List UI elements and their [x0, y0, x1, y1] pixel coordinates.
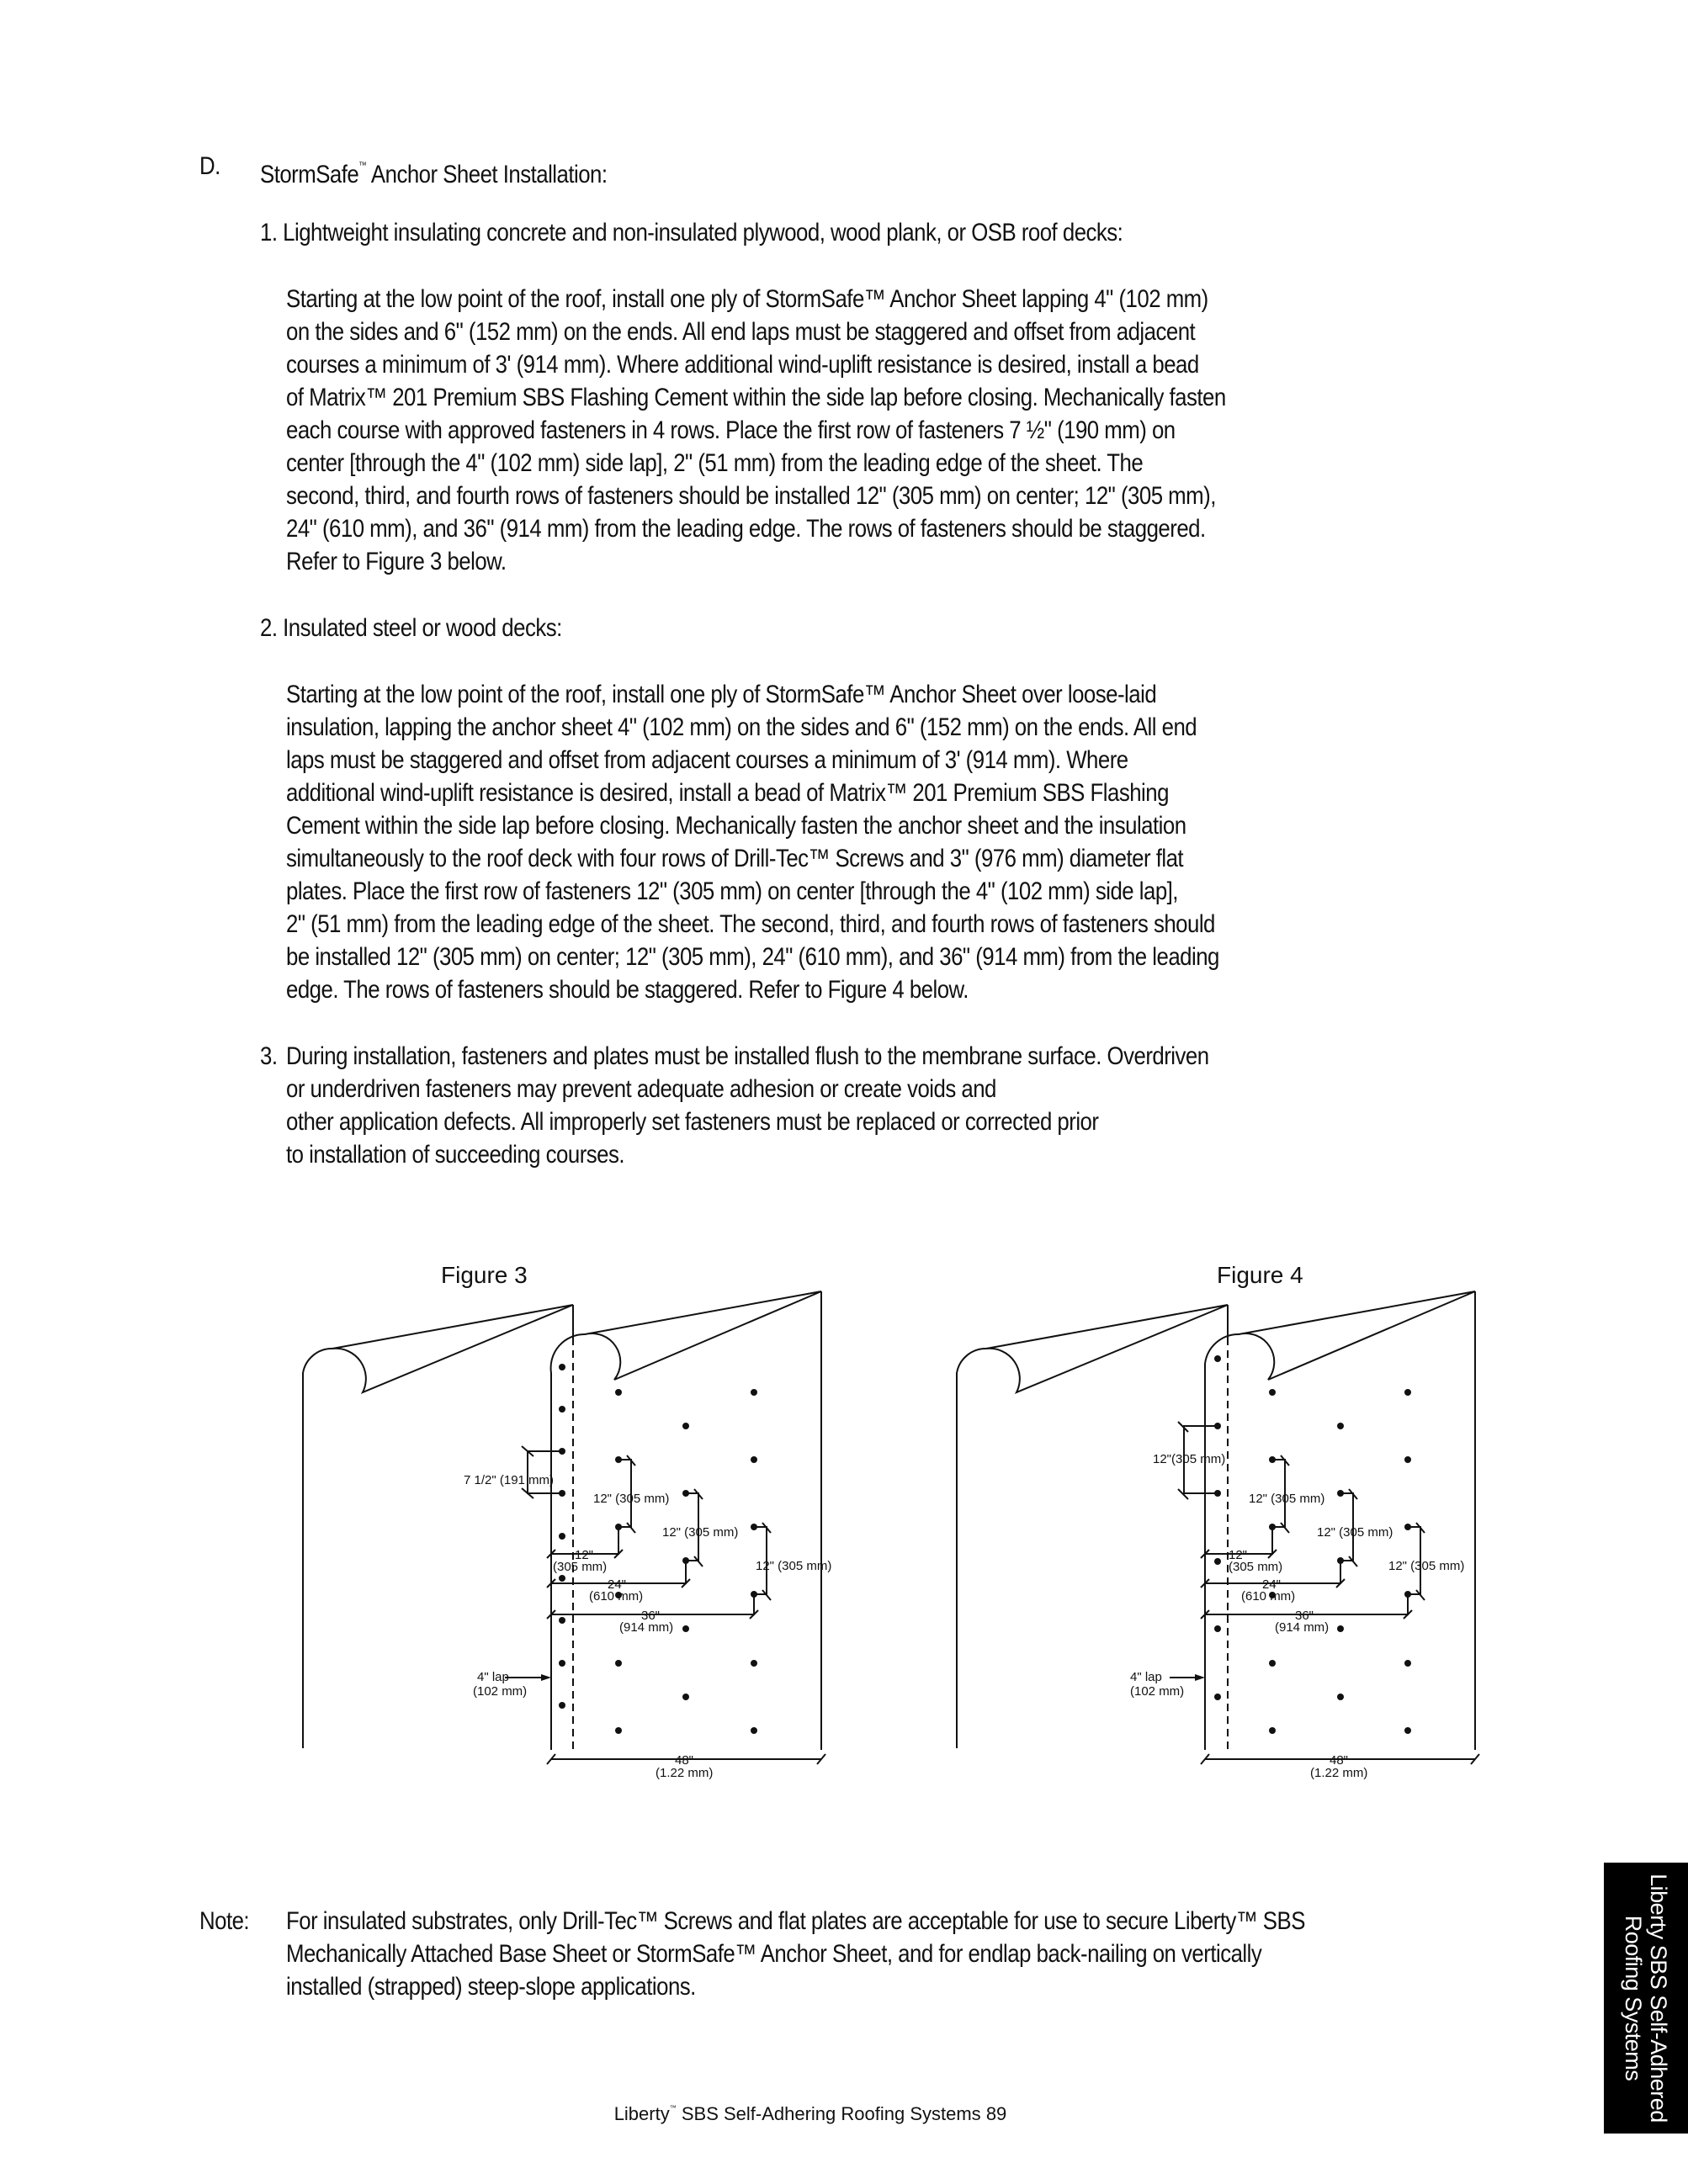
- row-spacing-label: 12" (305 mm): [1317, 1525, 1393, 1540]
- item-heading-text: Insulated steel or wood decks:: [283, 614, 562, 642]
- side-tab-line: Liberty SBS Self-Adhered: [1646, 1874, 1671, 2123]
- offset-label-in: 12": [1229, 1548, 1248, 1562]
- paragraph-line: Refer to Figure 3 below.: [286, 548, 507, 575]
- paragraph-line: During installation, fasteners and plates must be installed flush to the membrane surface. Overdriven: [286, 1042, 1209, 1070]
- paragraph-line: edge. The rows of fasteners should be staggered. Refer to Figure 4 below.: [286, 976, 969, 1004]
- footer-brand: Liberty: [613, 2103, 670, 2124]
- lap-label: 4" lap: [477, 1670, 509, 1684]
- paragraph-line: center [through the 4" (102 mm) side lap], 2" (51 mm) from the leading edge of the sheet. The: [286, 449, 1144, 477]
- side-tab: [1604, 1863, 1688, 2134]
- page-number: 89: [985, 2103, 1007, 2124]
- paragraph-line: Cement within the side lap before closing. Mechanically fasten the anchor sheet and the insulation: [286, 812, 1186, 840]
- lap-label-mm: (102 mm): [1130, 1684, 1185, 1699]
- paragraph-line: to installation of succeeding courses.: [286, 1141, 625, 1169]
- row-spacing-label: 12" (305 mm): [1388, 1559, 1465, 1573]
- row-spacing-label: 12" (305 mm): [1249, 1492, 1325, 1506]
- note-label: Note:: [199, 1907, 250, 1935]
- width-label-mm: (1.22 mm): [656, 1766, 714, 1780]
- item-heading-text: Lightweight insulating concrete and non-insulated plywood, wood plank, or OSB roof decks:: [283, 219, 1123, 246]
- offset-label-in: 24": [608, 1577, 627, 1592]
- item-number: 1.: [260, 219, 278, 246]
- note-line: Mechanically Attached Base Sheet or StormSafe™ Anchor Sheet, and for endlap back-nailing on vertically: [286, 1940, 1262, 1968]
- side-tab-text: [1621, 1863, 1671, 2134]
- offset-label-in: 36": [1295, 1609, 1314, 1623]
- paragraph-line: other application defects. All improperly set fasteners must be replaced or corrected prior: [286, 1108, 1099, 1136]
- paragraph-line: simultaneously to the roof deck with four rows of Drill-Tec™ Screws and 3" (976 mm) diameter flat: [286, 845, 1184, 872]
- footer-title: SBS Self-Adhering Roofing Systems: [676, 2103, 981, 2124]
- offset-label-mm: (914 mm): [1275, 1620, 1330, 1635]
- offset-label-mm: (610 mm): [589, 1589, 644, 1604]
- width-label: 48": [1330, 1753, 1349, 1768]
- paragraph-line: 24" (610 mm), and 36" (914 mm) from the leading edge. The rows of fasteners should be staggered.: [286, 515, 1206, 543]
- figure-title: Figure 3: [441, 1262, 528, 1288]
- paragraph-line: plates. Place the first row of fasteners 12" (305 mm) on center [through the 4" (102 mm) side lap],: [286, 877, 1178, 905]
- note-line: installed (strapped) steep-slope applications.: [286, 1973, 696, 2001]
- paragraph-line: Starting at the low point of the roof, install one ply of StormSafe™ Anchor Sheet over loose-laid: [286, 681, 1157, 708]
- offset-label-mm: (305 mm): [553, 1560, 608, 1574]
- width-label-mm: (1.22 mm): [1310, 1766, 1368, 1780]
- page-footer: [0, 2103, 1621, 2125]
- paragraph-line: additional wind-uplift resistance is desired, install a bead of Matrix™ 201 Premium SBS Flashing: [286, 779, 1169, 807]
- note-line: For insulated substrates, only Drill-Tec™ Screws and flat plates are acceptable for use to secure Liberty™ SBS: [286, 1907, 1305, 1935]
- paragraph-line: 2" (51 mm) from the leading edge of the sheet. The second, third, and fourth rows of fasteners should: [286, 910, 1215, 938]
- paragraph-line: each course with approved fasteners in 4 rows. Place the first row of fasteners 7 ½" (190 mm) on: [286, 416, 1176, 444]
- width-label: 48": [675, 1753, 694, 1768]
- first-row-label: 12"(305 mm): [1153, 1452, 1226, 1466]
- offset-label-mm: (914 mm): [619, 1620, 674, 1635]
- first-row-label: 7 1/2" (191 mm): [464, 1473, 555, 1487]
- lap-label-mm: (102 mm): [473, 1684, 528, 1699]
- item-number: 2.: [260, 614, 278, 642]
- paragraph-line: of Matrix™ 201 Premium SBS Flashing Cement within the side lap before closing. Mechanically fasten: [286, 384, 1226, 411]
- row-spacing-label: 12" (305 mm): [756, 1559, 832, 1573]
- section-title-brand: StormSafe: [260, 161, 359, 188]
- paragraph-line: insulation, lapping the anchor sheet 4" (102 mm) on the sides and 6" (152 mm) on the ends. All end: [286, 713, 1197, 741]
- offset-label-in: 36": [641, 1609, 661, 1623]
- figure-title: Figure 4: [1217, 1262, 1303, 1288]
- paragraph-line: second, third, and fourth rows of fasteners should be installed 12" (305 mm) on center; 12" (305 mm),: [286, 482, 1216, 510]
- side-tab-line: Roofing Systems: [1621, 1915, 1646, 2081]
- lap-label: 4" lap: [1130, 1670, 1162, 1684]
- item-3-number: 3.: [260, 1042, 278, 1070]
- note-body: [286, 1905, 1305, 2003]
- trademark-symbol: ™: [358, 161, 367, 171]
- section-title-rest: Anchor Sheet Installation:: [366, 161, 608, 188]
- row-spacing-label: 12" (305 mm): [593, 1492, 670, 1506]
- section-letter: D.: [199, 152, 220, 180]
- paragraph-line: laps must be staggered and offset from adjacent courses a minimum of 3' (914 mm). Where: [286, 746, 1128, 774]
- paragraph-line: Starting at the low point of the roof, install one ply of StormSafe™ Anchor Sheet lapping 4" (102 mm): [286, 285, 1208, 313]
- trademark-symbol: ™: [669, 2104, 677, 2112]
- paragraph-line: or underdriven fasteners may prevent adequate adhesion or create voids and: [286, 1075, 996, 1103]
- row-spacing-label: 12" (305 mm): [662, 1525, 739, 1540]
- paragraph-line: courses a minimum of 3' (914 mm). Where additional wind-uplift resistance is desired, install a bead: [286, 351, 1199, 379]
- paragraph-line: be installed 12" (305 mm) on center; 12" (305 mm), 24" (610 mm), and 36" (914 mm) from the leading: [286, 943, 1219, 971]
- offset-label-mm: (610 mm): [1241, 1589, 1296, 1604]
- offset-label-in: 12": [575, 1548, 594, 1562]
- paragraph-line: on the sides and 6" (152 mm) on the ends. All end laps must be staggered and offset from adjacent: [286, 318, 1196, 346]
- offset-label-in: 24": [1262, 1577, 1282, 1592]
- offset-label-mm: (305 mm): [1229, 1560, 1283, 1574]
